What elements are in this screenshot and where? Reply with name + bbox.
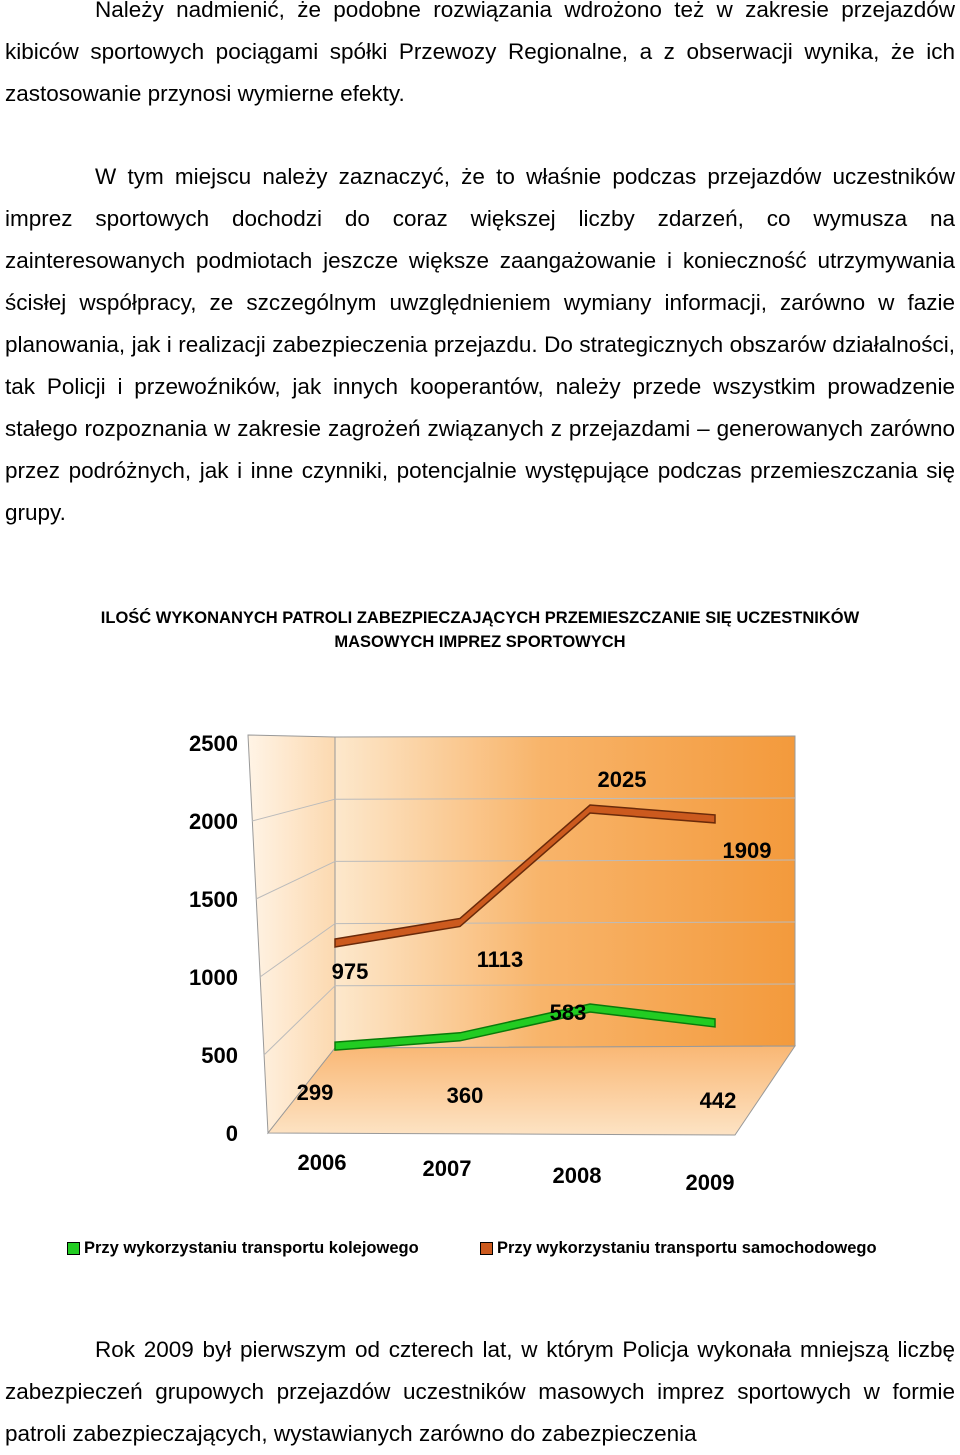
x-tick-label: 2009 xyxy=(685,1170,735,1195)
chart-title: ILOŚĆ WYKONANYCH PATROLI ZABEZPIECZAJĄCYCH PRZEMIESZCZANIE SIĘ UCZESTNIKÓW MASOWYCH IMPREZ SPORTOWYCH xyxy=(100,609,860,651)
paragraph-1: Należy nadmienić, że podobne rozwiązania wdrożono też w zakresie przejazdów kibiców sportowych pociągami spółki Przewozy Regionalne, a z obserwacji wynika, że ich zastosowanie przynosi wymierne efekty. xyxy=(5,0,955,106)
data-label: 1909 xyxy=(722,838,772,863)
legend-label-rail: Przy wykorzystaniu transportu kolejowego xyxy=(84,1239,419,1257)
legend-item-rail xyxy=(67,1239,419,1258)
y-tick-label: 500 xyxy=(201,1043,238,1068)
legend-label-road: Przy wykorzystaniu transportu samochodowego xyxy=(497,1239,877,1257)
y-tick-label: 2000 xyxy=(189,809,238,834)
paragraph-2: W tym miejscu należy zaznaczyć, że to właśnie podczas przejazdów uczestników imprez sportowych dochodzi do coraz większej liczby zdarzeń, co wymusza na zainteresowanych podmiotach jeszcze większe zaangażowanie i konieczność utrzymywania ścisłej współpracy, ze szczególnym uwzględnieniem wymiany informacji, zarówno w fazie planowania, jak i realizacji zabezpieczenia przejazdu. Do strategicznych obszarów działalności, tak Policji i przewoźników, jak innych kooperantów, należy przede wszystkim prowadzenie stałego rozpoznania w zakresie zagrożeń związanych z przejazdami – generowanych zarówno przez podróżnych, jak i inne czynniki, potencjalnie występujące podczas przemieszczania się grupy. xyxy=(5,164,955,525)
chart xyxy=(0,690,960,1230)
data-label: 583 xyxy=(549,1000,587,1025)
data-label: 360 xyxy=(446,1083,484,1108)
data-label: 1113 xyxy=(476,947,524,972)
chart-walls xyxy=(248,735,795,1135)
x-tick-label: 2006 xyxy=(297,1150,347,1175)
x-tick-label: 2008 xyxy=(552,1163,602,1188)
data-label: 975 xyxy=(331,959,369,984)
paragraph-3: Rok 2009 był pierwszym od czterech lat, w którym Policja wykonała mniejszą liczbę zabezpieczeń grupowych przejazdów uczestników masowych imprez sportowych w formie patroli zabezpieczających, wystawianych zarówno do zabezpieczenia xyxy=(5,1337,955,1446)
legend-item-road xyxy=(480,1239,877,1258)
legend-swatch-road xyxy=(480,1242,493,1255)
y-tick-label: 0 xyxy=(225,1121,238,1146)
data-label: 442 xyxy=(699,1088,737,1113)
data-label: 299 xyxy=(296,1080,334,1105)
y-tick-label: 2500 xyxy=(189,731,238,756)
x-tick-label: 2007 xyxy=(422,1156,472,1181)
data-label: 2025 xyxy=(597,767,647,792)
y-tick-label: 1000 xyxy=(189,965,238,990)
legend-swatch-rail xyxy=(67,1242,80,1255)
y-tick-label: 1500 xyxy=(189,887,238,912)
